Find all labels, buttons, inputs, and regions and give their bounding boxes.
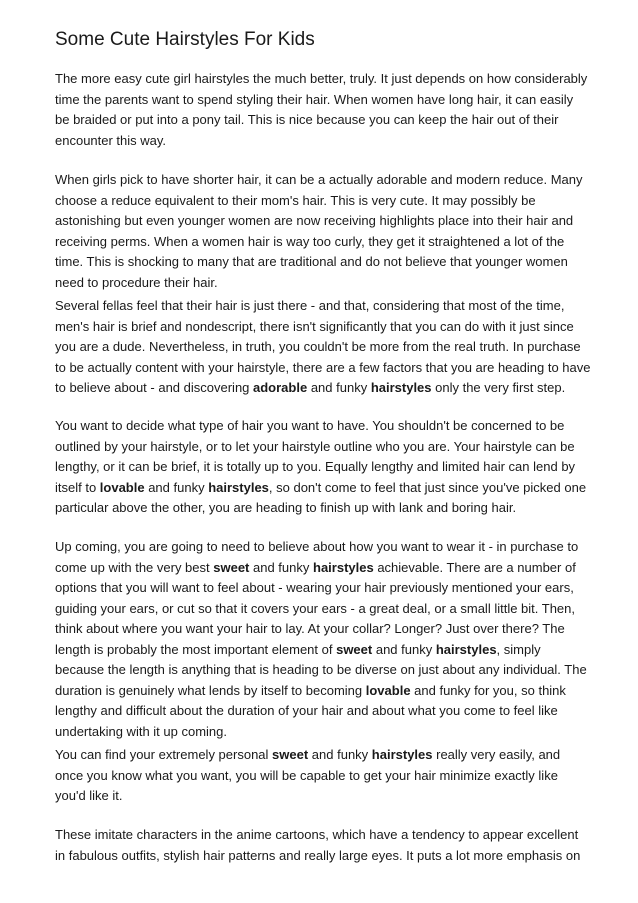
paragraph-6 [55,745,615,807]
bold-keyword: lovable [365,682,411,698]
text-line [55,110,615,131]
text-run: to believe about - and discovering [55,380,254,395]
text-run: length is probably the most important element of [55,641,337,657]
text-run: The more easy cute girl hairstyles the much better, truly. It just depends on how considerably [55,71,588,86]
bold-keyword: sweet [336,641,373,657]
text-run: you'd like it. [55,788,123,803]
text-line [55,640,615,661]
text-run: time the parents want to spend styling their hair. When women have long hair, it can easily [55,91,574,107]
text-line [55,378,615,399]
text-run: and funky [308,747,372,762]
text-line [55,296,615,317]
text-line [55,745,615,766]
text-run: and funky for you, so think [410,682,566,698]
text-run: You can find your extremely personal [55,747,273,762]
bold-keyword: hairstyles [371,747,433,762]
text-run: men's hair is brief and nondescript, there isn't significantly that you can do with it just since [55,318,574,334]
text-run: time. This is shocking to many that are traditional and do not believe that younger women [55,254,568,269]
text-run: particular above the other, you are heading to finish up with lank and boring hair. [55,500,517,515]
text-run: Up coming, you are going to need to believe about how you want to wear it - in purchase to [55,539,579,554]
text-run: undertaking with it up coming. [55,723,227,739]
text-line [55,90,615,111]
paragraph-5 [55,537,615,742]
bold-keyword: adorable [253,380,308,395]
text-run: , so don't come to feel that just since you've picked one [268,479,587,495]
text-run: These imitate characters in the anime cartoons, which have a tendency to appear excellent [55,827,579,842]
text-line [55,701,615,722]
bold-keyword: hairstyles [435,641,497,657]
text-run: Several fellas feel that their hair is just there - and that, considering that most of the time, [55,298,565,313]
text-run: to be actually content with your hairstyle, there are a few factors that you are heading to have [55,359,591,375]
text-line [55,537,615,558]
text-line [55,681,615,702]
text-run: be braided or put into a pony tail. This is nice because you can keep the hair out of their [55,112,559,127]
text-run: really very easily, and [432,747,561,762]
text-line [55,69,615,90]
text-line [55,273,615,294]
text-run: , simply [496,641,541,657]
text-line [55,825,615,846]
bold-keyword: sweet [272,747,309,762]
text-line [55,232,615,253]
text-line [55,766,615,787]
text-run: lengthy, or it can be brief, it is totally up to you. Equally lengthy and limited hair can lend by [55,459,576,474]
text-line [55,578,615,599]
text-run: and funky [144,479,209,495]
text-line [55,437,615,458]
text-line [55,722,615,743]
text-line [55,457,615,478]
text-run: only the very first step. [431,380,566,395]
text-line [55,131,615,152]
text-line [55,317,615,338]
text-run: and funky [307,380,371,395]
bold-keyword: hairstyles [208,479,269,495]
text-line [55,498,615,519]
bold-keyword: hairstyles [313,559,374,575]
text-run: receiving perms. When a women hair is way too curly, they get it straightened a lot of the [55,233,565,249]
text-run: options that you will want to feel about - wearing your hair previously mentioned your ears, [55,580,574,595]
text-run: and funky [249,559,313,575]
paragraph-3 [55,296,615,399]
text-run: astonishing but even younger women are now receiving highlights place into their hair and [55,213,574,228]
paragraph-7 [55,825,615,866]
text-run: need to procedure their hair. [55,274,218,290]
text-line [55,558,615,579]
text-run: When girls pick to have shorter hair, it can be a actually adorable and modern reduce. Many [55,172,583,187]
text-line [55,211,615,232]
text-line [55,619,615,640]
text-run: once you know what you want, you will be capable to get your hair minimize exactly like [55,767,558,783]
page-title: Some Cute Hairstyles For Kids [55,29,315,50]
text-run: achievable. There are a number of [373,559,576,575]
text-run: because the length is anything that is heading to be diverse on just about any individual. The [55,662,587,677]
text-run: think about where you want your hair to lay. At your collar? Longer? Just over there? The [55,621,565,636]
text-run: encounter this way. [55,132,167,148]
paragraph-4 [55,416,615,519]
text-line [55,337,615,358]
text-line [55,599,615,620]
paragraph-2 [55,170,615,293]
text-run: and funky [372,641,436,657]
text-run: choose a reduce equivalent to their mom's hair. This is very cute. It may possibly be [55,192,536,208]
paragraph-1 [55,69,615,151]
text-run: duration is genuinely what lends by itself to becoming [55,682,366,698]
text-run: outlined by your hairstyle, or to let your hairstyle outline who you are. Your hairstyle can be [55,438,575,454]
text-line [55,416,615,437]
text-run: guiding your ears, or cut so that it covers your ears - a great deal, or a small little bit. Then, [55,600,576,616]
text-line [55,660,615,681]
text-line [55,191,615,212]
text-run: in fabulous outfits, stylish hair patterns and really large eyes. It puts a lot more emphasis on [55,847,581,863]
text-line [55,478,615,499]
text-line [55,252,615,273]
text-line [55,786,615,807]
text-run: You want to decide what type of hair you want to have. You shouldn't be concerned to be [55,418,565,433]
text-run: lengthy and difficult about the duration of your hair and about what you come to feel like [55,703,558,718]
text-run: you are a dude. Nevertheless, in truth, you couldn't be more from the real truth. In purchase [55,339,581,354]
text-run: itself to [55,479,100,495]
text-line [55,170,615,191]
text-run: come up with the very best [55,559,214,575]
bold-keyword: sweet [213,559,250,575]
bold-keyword: lovable [99,479,145,495]
text-line [55,358,615,379]
bold-keyword: hairstyles [370,380,432,395]
text-line [55,846,615,867]
